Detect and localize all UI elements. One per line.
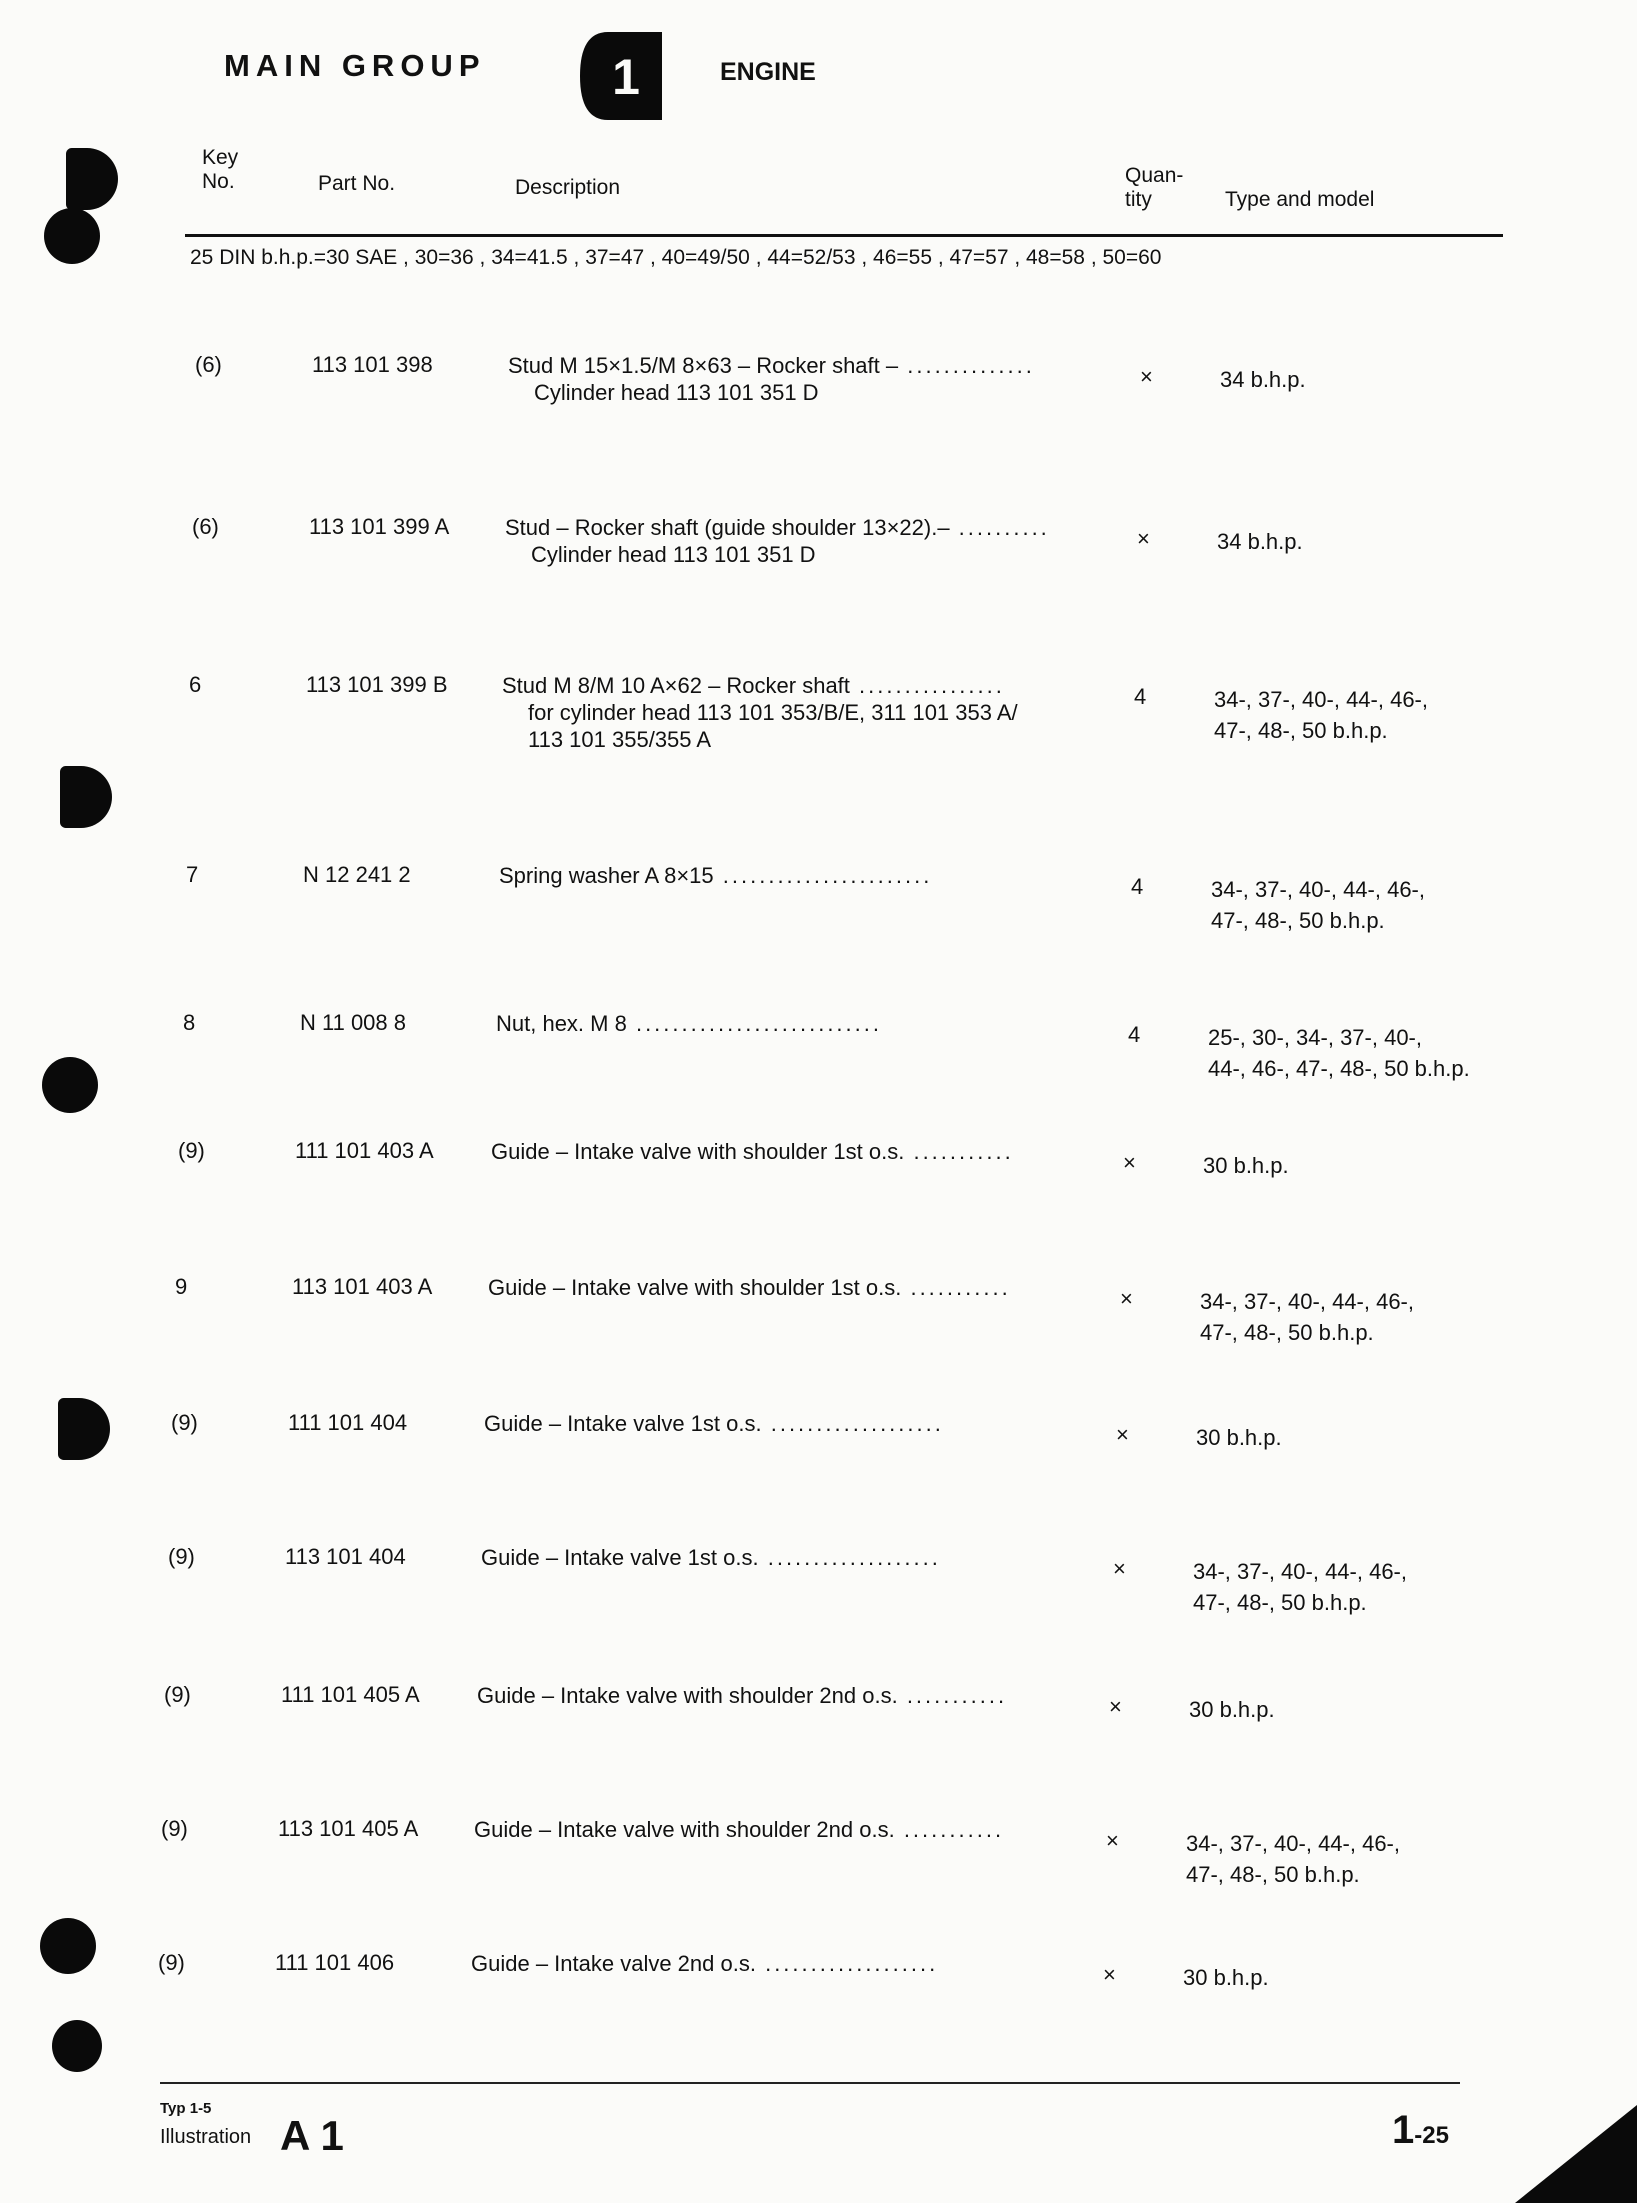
- leader-dots: ...........: [904, 1139, 1014, 1164]
- part-number: 111 101 404: [288, 1410, 408, 1435]
- type-line: 30 b.h.p.: [1203, 1153, 1289, 1178]
- key-number: (9): [178, 1138, 205, 1163]
- header-rule: [185, 234, 1503, 237]
- description: [481, 1544, 941, 1571]
- column-header-part: Part No.: [318, 172, 396, 195]
- leader-dots: .......................: [713, 863, 933, 888]
- illustration-label: Illustration: [160, 2126, 252, 2148]
- key-number: 7: [186, 862, 199, 887]
- column-header-key: Key No.: [202, 146, 239, 193]
- quantity: 4: [1128, 1022, 1141, 1047]
- table-row: [0, 1138, 1620, 1218]
- type-and-model: [1217, 526, 1303, 557]
- type-and-model: [1183, 1962, 1269, 1993]
- group-number: 1: [612, 49, 640, 105]
- leader-dots: ...........: [897, 1683, 1008, 1708]
- part-number: 113 101 403 A: [292, 1274, 433, 1299]
- type-line: 47-, 48-, 50 b.h.p.: [1193, 1590, 1367, 1615]
- type-and-model: [1200, 1286, 1414, 1348]
- description-line: Nut, hex. M 8: [496, 1011, 627, 1036]
- table-row: [0, 1010, 1625, 1090]
- key-number: (9): [164, 1682, 191, 1707]
- table-row: [0, 1410, 1613, 1490]
- group-title: ENGINE: [720, 58, 816, 86]
- type-line: 34-, 37-, 40-, 44-, 46-,: [1214, 687, 1428, 712]
- quantity: ×: [1116, 1422, 1129, 1447]
- leader-dots: ...........: [894, 1817, 1005, 1842]
- description-line: Stud – Rocker shaft (guide shoulder 13×22).–: [505, 515, 950, 540]
- description: [484, 1410, 944, 1437]
- type-and-model: [1208, 1022, 1470, 1084]
- part-number: 113 101 405 A: [278, 1816, 419, 1841]
- corner-tab-marker: [1515, 2105, 1637, 2203]
- description-line: Stud M 8/M 10 A×62 – Rocker shaft: [502, 673, 850, 698]
- type-and-model: [1214, 684, 1428, 746]
- quantity: ×: [1120, 1286, 1133, 1311]
- part-number: 113 101 399 A: [309, 514, 450, 539]
- leader-dots: ...........: [901, 1275, 1011, 1300]
- description-line: Guide – Intake valve with shoulder 2nd o.s.: [474, 1817, 895, 1842]
- quantity: ×: [1113, 1556, 1126, 1581]
- part-number: 113 101 398: [312, 352, 433, 377]
- table-row: [0, 1544, 1610, 1624]
- type-line: 34-, 37-, 40-, 44-, 46-,: [1193, 1559, 1407, 1584]
- table-row: [0, 672, 1631, 752]
- leader-dots: ................: [849, 673, 1005, 698]
- key-number: (6): [192, 514, 219, 539]
- description: [471, 1950, 938, 1977]
- type-line: 34 b.h.p.: [1220, 367, 1306, 392]
- part-number: N 11 008 8: [300, 1010, 407, 1035]
- description: [499, 862, 932, 889]
- footer-rule: [160, 2082, 1460, 2084]
- table-row: [0, 514, 1634, 594]
- description-line: Guide – Intake valve with shoulder 2nd o.s.: [477, 1683, 898, 1708]
- description: [496, 1010, 882, 1037]
- table-row: [0, 352, 1637, 432]
- description-line: for cylinder head 113 101 353/B/E, 311 101 353 A/: [528, 700, 1018, 725]
- type-and-model: [1220, 364, 1306, 395]
- description: [488, 1274, 1011, 1301]
- description-line: Stud M 15×1.5/M 8×63 – Rocker shaft –: [508, 353, 899, 378]
- table-row: [0, 862, 1628, 942]
- quantity: ×: [1137, 526, 1150, 551]
- type-and-model: [1211, 874, 1425, 936]
- leader-dots: ...................: [761, 1411, 944, 1436]
- leader-dots: ...................: [758, 1545, 941, 1570]
- description-line: Spring washer A 8×15: [499, 863, 714, 888]
- description-line: Guide – Intake valve 2nd o.s.: [471, 1951, 756, 1976]
- type-line: 25-, 30-, 34-, 37-, 40-,: [1208, 1025, 1422, 1050]
- key-number: (6): [195, 352, 222, 377]
- hp-conversion-note: 25 DIN b.h.p.=30 SAE , 30=36 , 34=41.5 , 37=47 , 40=49/50 , 44=52/53 , 46=55 , 47=57 , 48=58 , 50=60: [190, 246, 1162, 269]
- typ-label: Typ 1-5: [160, 2100, 212, 2117]
- part-number: 113 101 399 B: [306, 672, 448, 697]
- quantity: ×: [1140, 364, 1153, 389]
- leader-dots: ...........................: [626, 1011, 882, 1036]
- type-line: 34-, 37-, 40-, 44-, 46-,: [1186, 1831, 1400, 1856]
- punch-hole: [60, 766, 112, 828]
- type-line: 34-, 37-, 40-, 44-, 46-,: [1200, 1289, 1414, 1314]
- page-number: 1-25: [1392, 2108, 1449, 2152]
- quantity: 4: [1134, 684, 1147, 709]
- table-row: [0, 1950, 1600, 2030]
- key-number: (9): [158, 1950, 185, 1975]
- column-header-type: Type and model: [1225, 188, 1375, 211]
- type-and-model: [1193, 1556, 1407, 1618]
- part-number: 111 101 406: [275, 1950, 395, 1975]
- table-row: [0, 1682, 1606, 1762]
- type-line: 47-, 48-, 50 b.h.p.: [1211, 908, 1385, 933]
- description-line: Guide – Intake valve 1st o.s.: [484, 1411, 762, 1436]
- description: [474, 1816, 1004, 1843]
- type-and-model: [1196, 1422, 1282, 1453]
- type-line: 47-, 48-, 50 b.h.p.: [1214, 718, 1388, 743]
- column-header-description: Description: [515, 176, 621, 199]
- description-line: Guide – Intake valve 1st o.s.: [481, 1545, 759, 1570]
- group-number-badge: [578, 30, 664, 122]
- punch-hole: [44, 208, 100, 264]
- leader-dots: ..............: [898, 353, 1035, 378]
- description: [477, 1682, 1007, 1709]
- part-number: 111 101 403 A: [295, 1138, 434, 1163]
- description-line: Guide – Intake valve with shoulder 1st o.s.: [491, 1139, 905, 1164]
- type-line: 47-, 48-, 50 b.h.p.: [1186, 1862, 1360, 1887]
- type-and-model: [1189, 1694, 1275, 1725]
- table-row: [0, 1274, 1617, 1354]
- key-number: (9): [161, 1816, 188, 1841]
- quantity: ×: [1109, 1694, 1122, 1719]
- quantity: 4: [1131, 874, 1144, 899]
- description-line: 113 101 355/355 A: [528, 727, 712, 752]
- leader-dots: ...................: [755, 1951, 939, 1976]
- punch-hole: [66, 148, 118, 210]
- description: [491, 1138, 1014, 1165]
- description: [505, 514, 1050, 568]
- type-line: 44-, 46-, 47-, 48-, 50 b.h.p.: [1208, 1056, 1470, 1081]
- type-line: 34-, 37-, 40-, 44-, 46-,: [1211, 877, 1425, 902]
- key-number: 9: [175, 1274, 188, 1299]
- type-and-model: [1186, 1828, 1400, 1890]
- key-number: 8: [183, 1010, 196, 1035]
- description: [502, 672, 1018, 753]
- description-line: Cylinder head 113 101 351 D: [531, 542, 816, 567]
- description-line: Cylinder head 113 101 351 D: [534, 380, 819, 405]
- illustration-code: A 1: [280, 2112, 344, 2159]
- part-number: 111 101 405 A: [281, 1682, 420, 1707]
- type-line: 30 b.h.p.: [1189, 1697, 1275, 1722]
- description-line: Guide – Intake valve with shoulder 1st o.s.: [488, 1275, 902, 1300]
- table-row: [0, 1816, 1603, 1896]
- type-line: 30 b.h.p.: [1196, 1425, 1282, 1450]
- description: [508, 352, 1035, 406]
- key-number: (9): [168, 1544, 195, 1569]
- key-number: (9): [171, 1410, 198, 1435]
- part-number: 113 101 404: [285, 1544, 406, 1569]
- main-group-label: MAIN GROUP: [224, 48, 486, 83]
- type-line: 30 b.h.p.: [1183, 1965, 1269, 1990]
- key-number: 6: [189, 672, 202, 697]
- quantity: ×: [1106, 1828, 1119, 1853]
- type-and-model: [1203, 1150, 1289, 1181]
- type-line: 34 b.h.p.: [1217, 529, 1303, 554]
- part-number: N 12 241 2: [303, 862, 411, 887]
- quantity: ×: [1123, 1150, 1136, 1175]
- type-line: 47-, 48-, 50 b.h.p.: [1200, 1320, 1374, 1345]
- quantity: ×: [1103, 1962, 1116, 1987]
- column-header-quantity: Quan- tity: [1125, 164, 1184, 211]
- leader-dots: ..........: [949, 515, 1050, 540]
